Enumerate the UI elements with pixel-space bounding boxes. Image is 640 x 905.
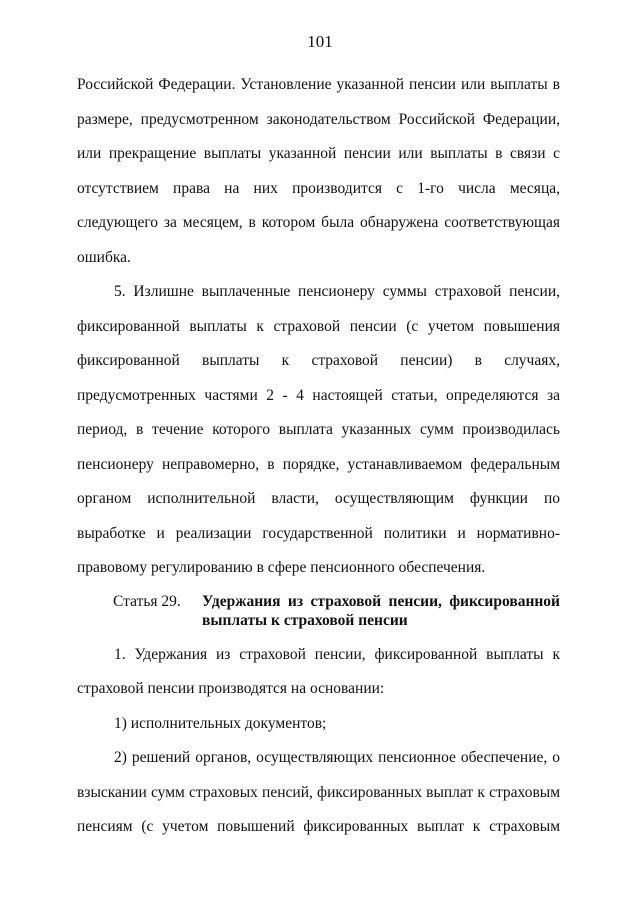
article-title-line-1: Удержания из страховой пенсии, фиксированной [202,592,560,610]
document-body [77,68,560,845]
paragraph-part-1: 1. Удержания из страховой пенсии, фиксированной выплаты к страховой пенсии производятся на основании: [77,645,560,697]
article-number: Статья 29. [113,592,181,610]
paragraph-item-5: 5. Излишне выплаченные пенсионеру суммы страховой пенсии, фиксированной выплаты к страховой пенсии (с учетом повышения фиксированной выплаты к страховой пенсии) в случаях, предусмотренных частями 2 - 4 настоящей статьи, определяются за период, в течение которого выплата указанных сумм производилась пенсионеру неправомерно, в порядке, устанавливаемом федеральным органом исполнительной власти, осуществляющим функции по выработке и реализации государственной политики и нормативно-правовому регулированию в сфере пенсионного обеспечения. [77,283,560,576]
article-title-line-2: выплаты к страховой пенсии [202,611,408,629]
article-title [202,592,560,630]
article-heading [77,592,560,630]
paragraph-continuation: Российской Федерации. Установление указанной пенсии или выплаты в размере, предусмотренном законодательством Российской Федерации, или прекращение выплаты указанной пенсии или выплаты в связи с отсутствием права на них производится с 1-го числа месяца, следующего за месяцем, в котором была обнаружена соответствующая ошибка. [77,76,560,266]
page-number: 101 [307,32,333,51]
paragraph-subitem-2: 2) решений органов, осуществляющих пенсионное обеспечение, о взыскании сумм страховых пенсий, фиксированных выплат к страховым пенсиям (с учетом повышений фиксированных выплат к страховым [77,749,560,835]
paragraph-subitem-1: 1) исполнительных документов; [114,714,327,732]
